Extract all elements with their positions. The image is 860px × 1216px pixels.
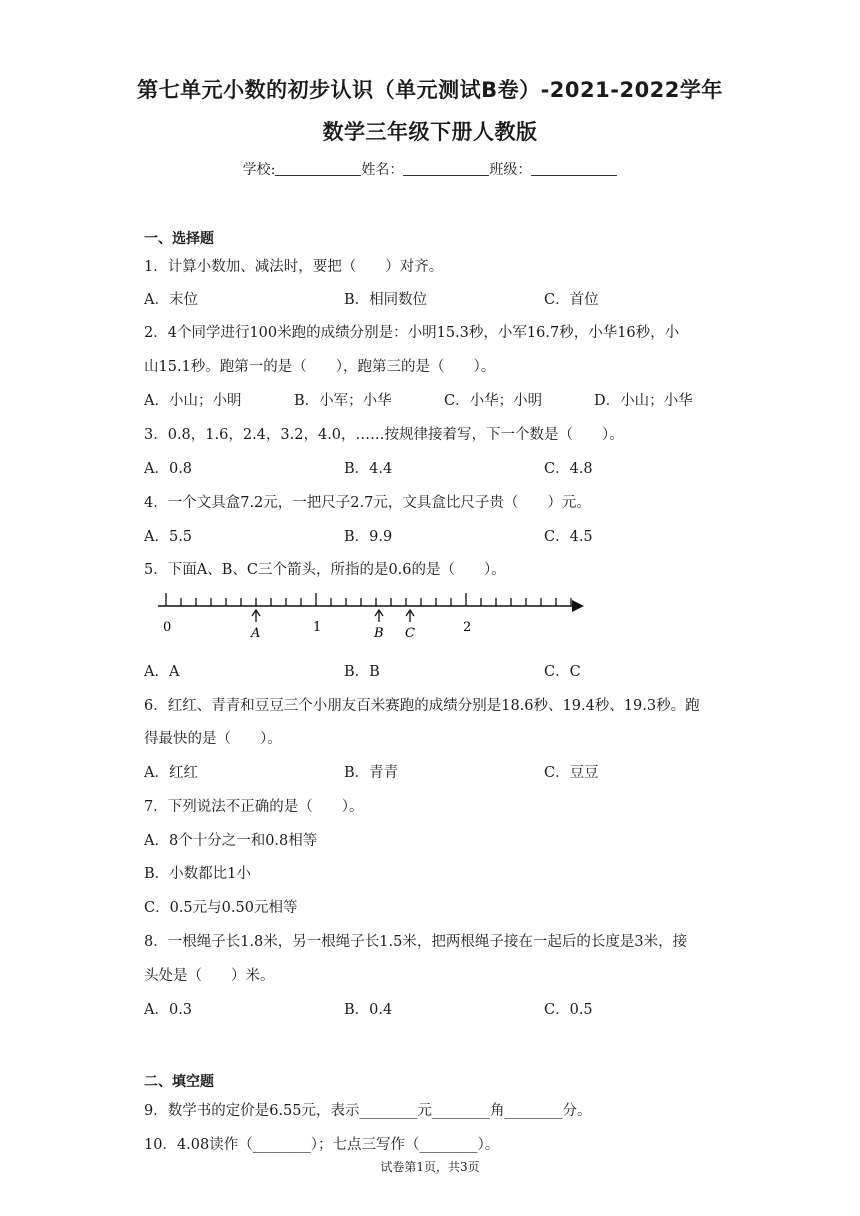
q7-option-c: C．0.5元与0.50元相等 (144, 900, 298, 916)
number-line-arrowhead (572, 600, 584, 612)
student-info-row (0, 159, 860, 179)
q2-option-a: A．小山；小明 (144, 393, 242, 409)
number-line-figure (150, 586, 590, 646)
question-8-line-2: 头处是（ ）米。 (144, 968, 275, 984)
name-label: 姓名： (361, 162, 404, 178)
arrow-a (250, 610, 260, 641)
question-4: 4．一个文具盒7.2元，一把尺子2.7元，文具盒比尺子贵（ ）元。 (144, 495, 591, 511)
school-label: 学校: (242, 162, 276, 178)
section-2-heading: 二、填空题 (144, 1074, 214, 1090)
title-line-2: 数学三年级下册人教版 (322, 120, 538, 144)
arrow-b (373, 610, 384, 641)
q8-option-a: A．0.3 (144, 1002, 193, 1018)
question-2-line-2: 山15.1秒。跑第一的是（ ），跑第三的是（ ）。 (144, 359, 496, 375)
question-2-line-1: 2．4个同学进行100米跑的成绩分别是：小明15.3秒，小军16.7秒，小华16秒，小 (144, 325, 680, 341)
question-3: 3．0.8，1.6，2.4，3.2，4.0，……按规律接着写，下一个数是（ ）。 (144, 427, 624, 443)
question-7: 7．下列说法不正确的是（ ）。 (144, 799, 364, 815)
q2-option-b: B．小军；小华 (294, 393, 392, 409)
q7-option-a: A．8个十分之一和0.8相等 (144, 833, 318, 849)
page-footer: 试卷第1页，共3页 (380, 1160, 480, 1174)
q4-option-b: B．9.9 (344, 529, 393, 545)
q4-option-c: C．4.5 (544, 529, 593, 545)
q3-option-a: A．0.8 (144, 461, 193, 477)
q8-option-b: B．0.4 (344, 1002, 393, 1018)
q4-option-a: A．5.5 (144, 529, 193, 545)
question-1: 1．计算小数加、减法时，要把（ ）对齐。 (144, 259, 444, 275)
q5-option-a: A．A (144, 664, 180, 680)
tick-label-0: 0 (163, 620, 172, 635)
class-label: 班级： (489, 162, 532, 178)
name-blank (403, 161, 489, 176)
q6-option-a: A．红红 (144, 765, 198, 781)
question-5: 5．下面A、B、C三个箭头，所指的是0.6的是（ ）。 (144, 562, 506, 578)
question-8-line-1: 8．一根绳子长1.8米，另一根绳子长1.5米，把两根绳子接在一起后的长度是3米，接 (144, 934, 688, 950)
q2-option-c: C．小华；小明 (444, 393, 543, 409)
arrow-label-c: C (405, 626, 415, 641)
q6-option-b: B．青青 (344, 765, 399, 781)
q1-option-b: B．相同数位 (344, 292, 428, 308)
q3-option-b: B．4.4 (344, 461, 393, 477)
q6-option-c: C．豆豆 (544, 765, 599, 781)
q1-option-a: A．末位 (144, 292, 198, 308)
q1-option-c: C．首位 (544, 292, 599, 308)
q5-option-c: C．C (544, 664, 581, 680)
q2-option-d: D．小山；小华 (594, 393, 693, 409)
arrow-c (405, 610, 415, 641)
q5-option-b: B．B (344, 664, 380, 680)
class-blank (531, 161, 617, 176)
arrow-label-a: A (251, 626, 261, 641)
title-line-1: 第七单元小数的初步认识（单元测试B卷）-2021-2022学年 (137, 78, 723, 102)
q8-option-c: C．0.5 (544, 1002, 593, 1018)
section-1-heading: 一、选择题 (144, 231, 214, 247)
arrow-label-b: B (374, 626, 384, 641)
school-blank (275, 161, 361, 176)
question-6-line-1: 6．红红、青青和豆豆三个小朋友百米赛跑的成绩分别是18.6秒、19.4秒、19.3秒。跑 (144, 698, 700, 714)
q3-option-c: C．4.8 (544, 461, 593, 477)
number-line-ticks (166, 593, 571, 606)
tick-label-1: 1 (313, 620, 322, 635)
question-9: 9．数学书的定价是6.55元，表示________元________角________分。 (144, 1103, 592, 1119)
question-10: 10．4.08读作（________）；七点三写作（________）。 (144, 1137, 500, 1153)
q7-option-b: B．小数都比1小 (144, 866, 251, 882)
question-6-line-2: 得最快的是（ ）。 (144, 731, 282, 747)
tick-label-2: 2 (463, 620, 472, 635)
